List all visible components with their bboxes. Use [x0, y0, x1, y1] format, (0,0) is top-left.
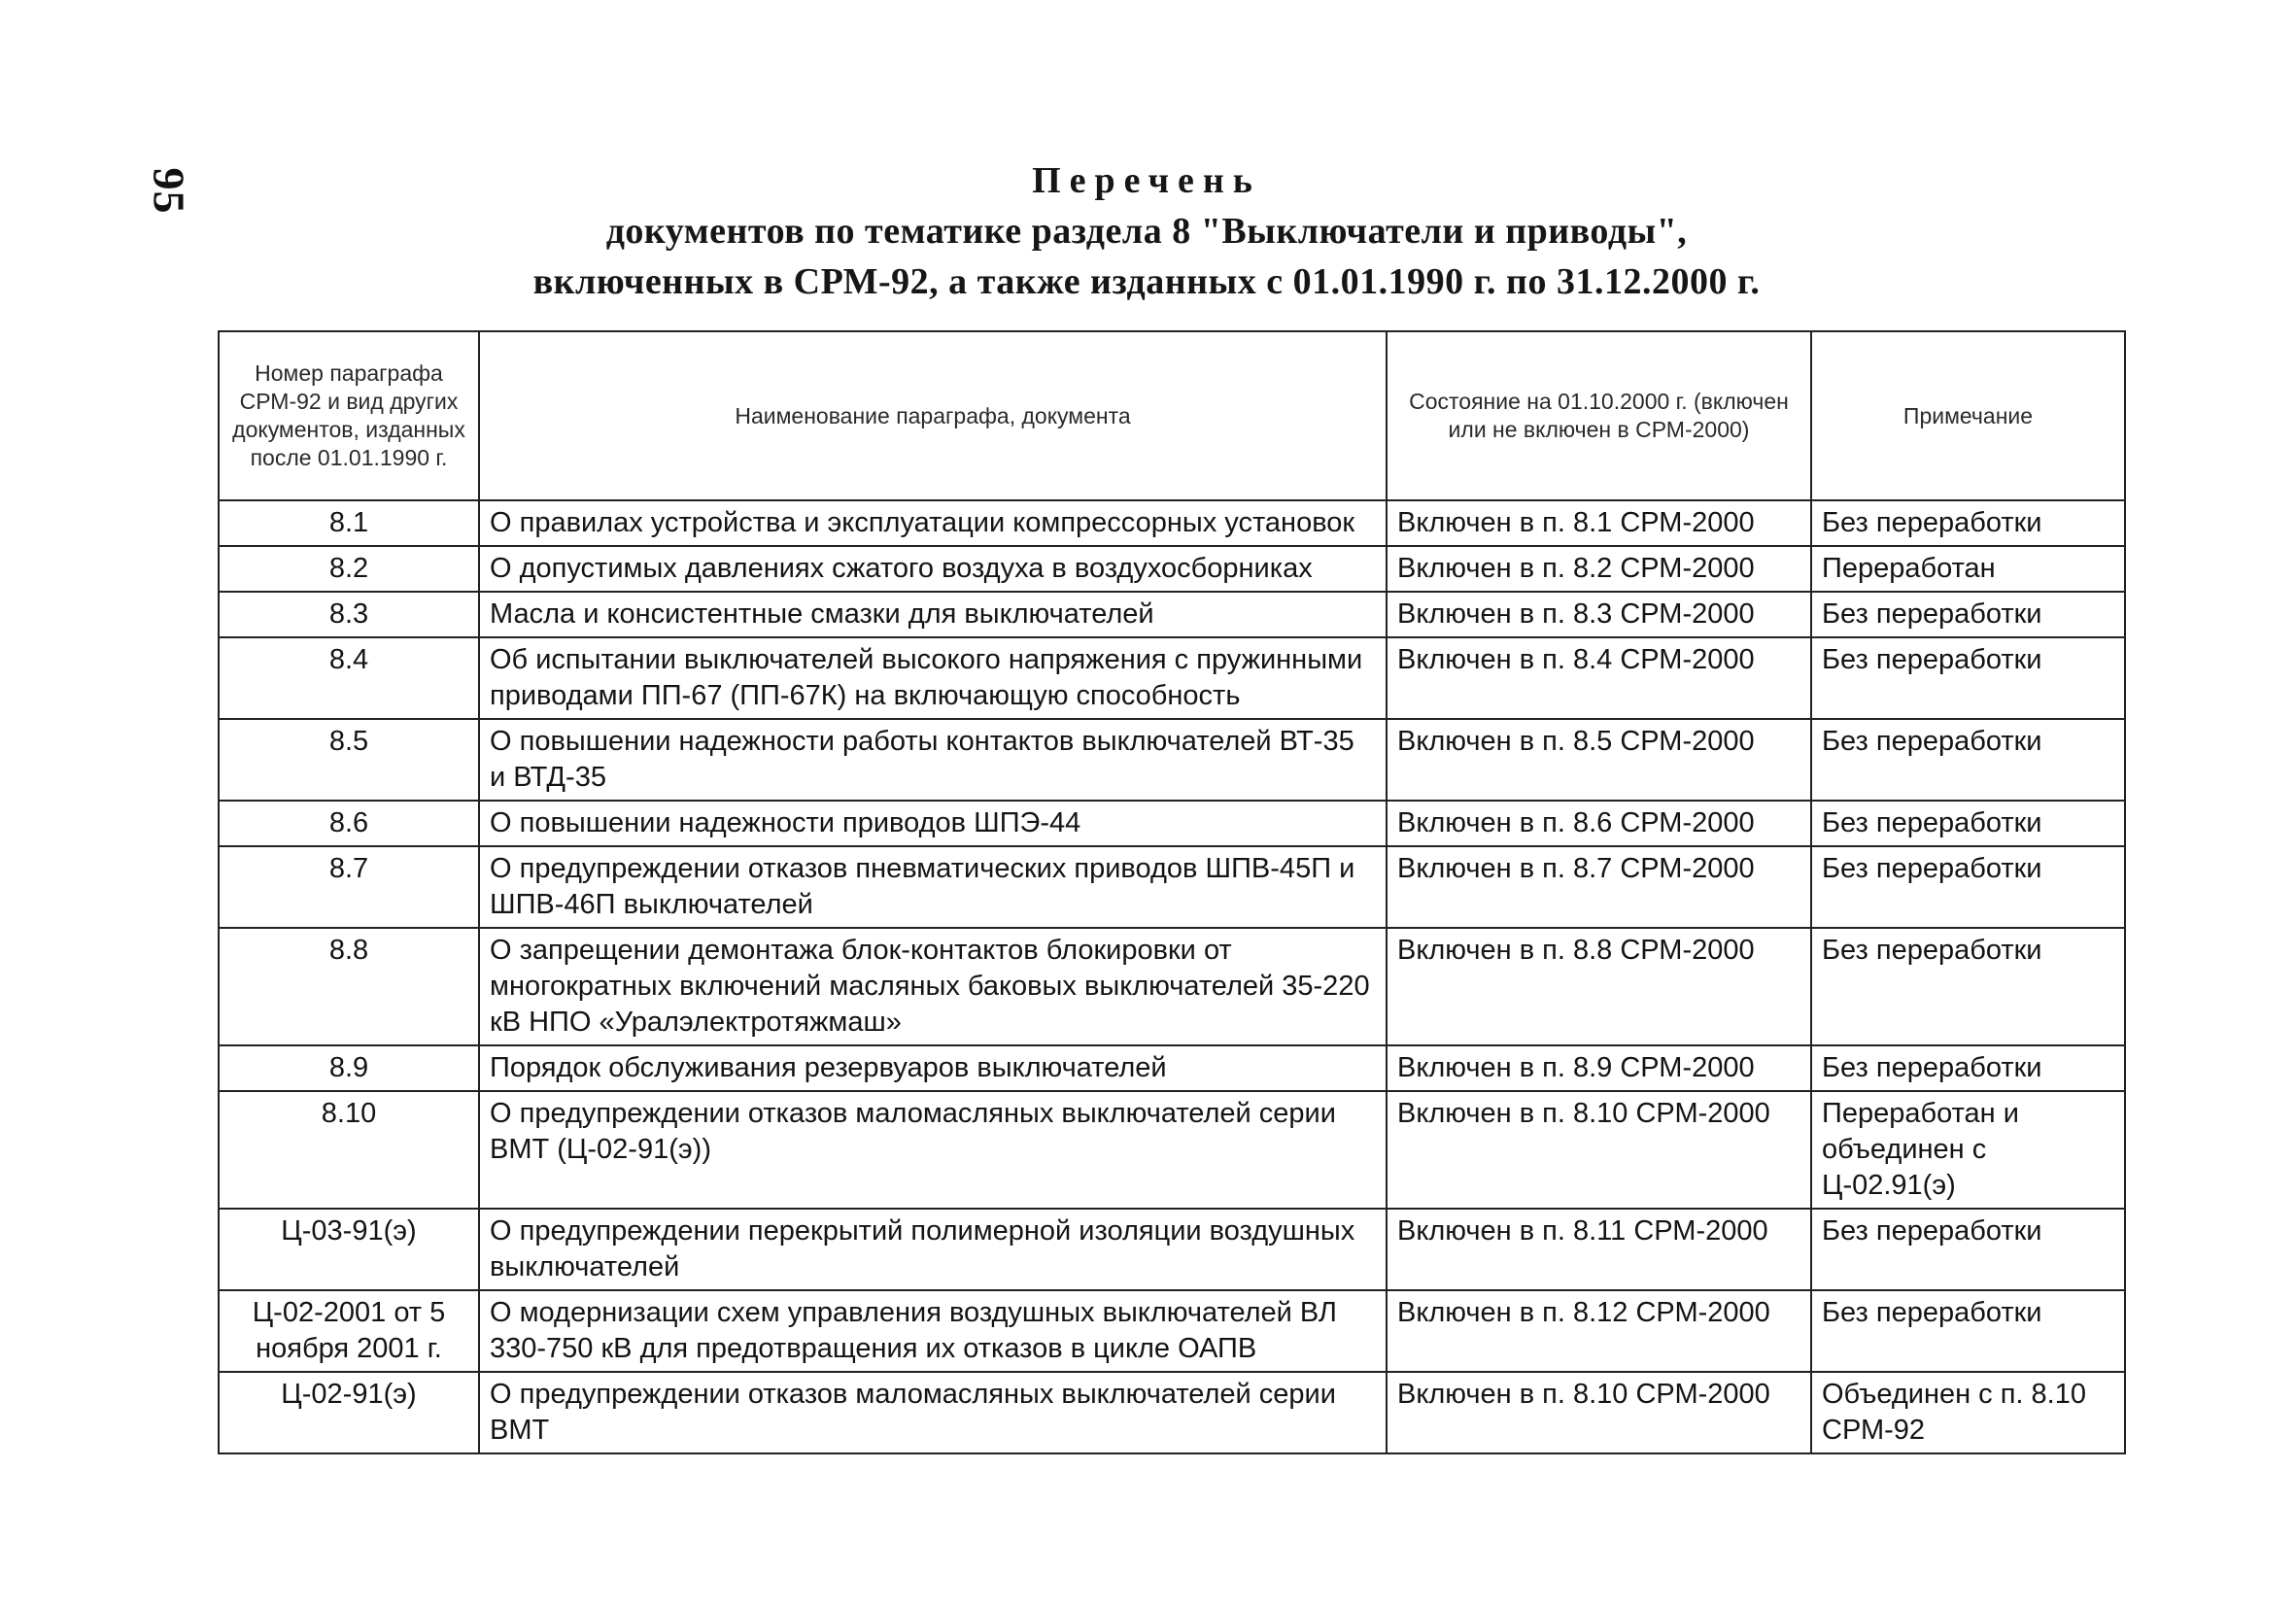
cell-note: Без переработки: [1811, 500, 2125, 546]
cell-number: Ц-03-91(э): [219, 1209, 479, 1290]
cell-number: 8.5: [219, 719, 479, 801]
cell-status: Включен в п. 8.9 СРМ-2000: [1387, 1045, 1811, 1091]
header-status: Состояние на 01.10.2000 г. (включен или не включен в СРМ-2000): [1387, 331, 1811, 500]
cell-note: Без переработки: [1811, 928, 2125, 1045]
cell-number: 8.7: [219, 846, 479, 928]
cell-status: Включен в п. 8.7 СРМ-2000: [1387, 846, 1811, 928]
table-row: [219, 928, 2125, 1045]
table-row: [219, 1091, 2125, 1209]
table-row: [219, 1209, 2125, 1290]
cell-number: 8.6: [219, 801, 479, 846]
table-row: [219, 1045, 2125, 1091]
cell-number: 8.8: [219, 928, 479, 1045]
cell-title: Об испытании выключателей высокого напряжения с пружинными приводами ПП-67 (ПП-67К) на включающую способность: [479, 637, 1387, 719]
cell-title: О повышении надежности работы контактов выключателей ВТ-35 и ВТД-35: [479, 719, 1387, 801]
table-row: [219, 719, 2125, 801]
cell-status: Включен в п. 8.8 СРМ-2000: [1387, 928, 1811, 1045]
cell-note: Объединен с п. 8.10 СРМ-92: [1811, 1372, 2125, 1453]
cell-note: Без переработки: [1811, 801, 2125, 846]
cell-status: Включен в п. 8.4 СРМ-2000: [1387, 637, 1811, 719]
cell-number: 8.1: [219, 500, 479, 546]
cell-number: 8.10: [219, 1091, 479, 1209]
table-header-row: [219, 331, 2125, 500]
cell-title: О предупреждении отказов маломасляных выключателей серии ВМТ: [479, 1372, 1387, 1453]
cell-title: О модернизации схем управления воздушных выключателей ВЛ 330-750 кВ для предотвращения их отказов в цикле ОАПВ: [479, 1290, 1387, 1372]
cell-status: Включен в п. 8.6 СРМ-2000: [1387, 801, 1811, 846]
table-row: [219, 637, 2125, 719]
cell-number: Ц-02-2001 от 5 ноября 2001 г.: [219, 1290, 479, 1372]
table-row: [219, 801, 2125, 846]
cell-note: Без переработки: [1811, 1045, 2125, 1091]
cell-note: Без переработки: [1811, 1290, 2125, 1372]
page-number: 95: [144, 167, 194, 215]
cell-title: О запрещении демонтажа блок-контактов блокировки от многократных включений масляных баковых выключателей 35-220 кВ НПО «Уралэлектротяжмаш»: [479, 928, 1387, 1045]
cell-status: Включен в п. 8.1 СРМ-2000: [1387, 500, 1811, 546]
table-row: [219, 846, 2125, 928]
cell-number: Ц-02-91(э): [219, 1372, 479, 1453]
cell-number: 8.2: [219, 546, 479, 592]
cell-status: Включен в п. 8.2 СРМ-2000: [1387, 546, 1811, 592]
title-line-1: Перечень: [1032, 160, 1261, 201]
cell-status: Включен в п. 8.11 СРМ-2000: [1387, 1209, 1811, 1290]
table-row: [219, 1290, 2125, 1372]
cell-note: Переработан: [1811, 546, 2125, 592]
cell-note: Без переработки: [1811, 846, 2125, 928]
title-line-3: включенных в СРМ-92, а также изданных с 01.01.1990 г. по 31.12.2000 г.: [532, 261, 1761, 302]
cell-note: Переработан и объединен с Ц-02.91(э): [1811, 1091, 2125, 1209]
cell-number: 8.9: [219, 1045, 479, 1091]
cell-note: Без переработки: [1811, 1209, 2125, 1290]
cell-status: Включен в п. 8.3 СРМ-2000: [1387, 592, 1811, 637]
cell-title: О правилах устройства и эксплуатации компрессорных установок: [479, 500, 1387, 546]
table-row: [219, 1372, 2125, 1453]
cell-title: О повышении надежности приводов ШПЭ-44: [479, 801, 1387, 846]
header-note: Примечание: [1811, 331, 2125, 500]
documents-table: [218, 330, 2126, 1454]
cell-note: Без переработки: [1811, 637, 2125, 719]
table-row: [219, 500, 2125, 546]
cell-note: Без переработки: [1811, 592, 2125, 637]
cell-note: Без переработки: [1811, 719, 2125, 801]
cell-title: О предупреждении отказов пневматических приводов ШПВ-45П и ШПВ-46П выключателей: [479, 846, 1387, 928]
title-line-2: документов по тематике раздела 8 "Выключатели и приводы",: [605, 211, 1688, 252]
cell-status: Включен в п. 8.10 СРМ-2000: [1387, 1372, 1811, 1453]
cell-status: Включен в п. 8.10 СРМ-2000: [1387, 1091, 1811, 1209]
header-paragraph-number: Номер параграфа СРМ-92 и вид других документов, изданных после 01.01.1990 г.: [219, 331, 479, 500]
header-document-name: Наименование параграфа, документа: [479, 331, 1387, 500]
cell-title: Порядок обслуживания резервуаров выключателей: [479, 1045, 1387, 1091]
cell-title: Масла и консистентные смазки для выключателей: [479, 592, 1387, 637]
cell-title: О предупреждении перекрытий полимерной изоляции воздушных выключателей: [479, 1209, 1387, 1290]
document-title: [291, 155, 2002, 307]
cell-status: Включен в п. 8.12 СРМ-2000: [1387, 1290, 1811, 1372]
cell-number: 8.3: [219, 592, 479, 637]
cell-number: 8.4: [219, 637, 479, 719]
cell-title: О допустимых давлениях сжатого воздуха в воздухосборниках: [479, 546, 1387, 592]
cell-status: Включен в п. 8.5 СРМ-2000: [1387, 719, 1811, 801]
table-row: [219, 592, 2125, 637]
cell-title: О предупреждении отказов маломасляных выключателей серии ВМТ (Ц-02-91(э)): [479, 1091, 1387, 1209]
table-row: [219, 546, 2125, 592]
